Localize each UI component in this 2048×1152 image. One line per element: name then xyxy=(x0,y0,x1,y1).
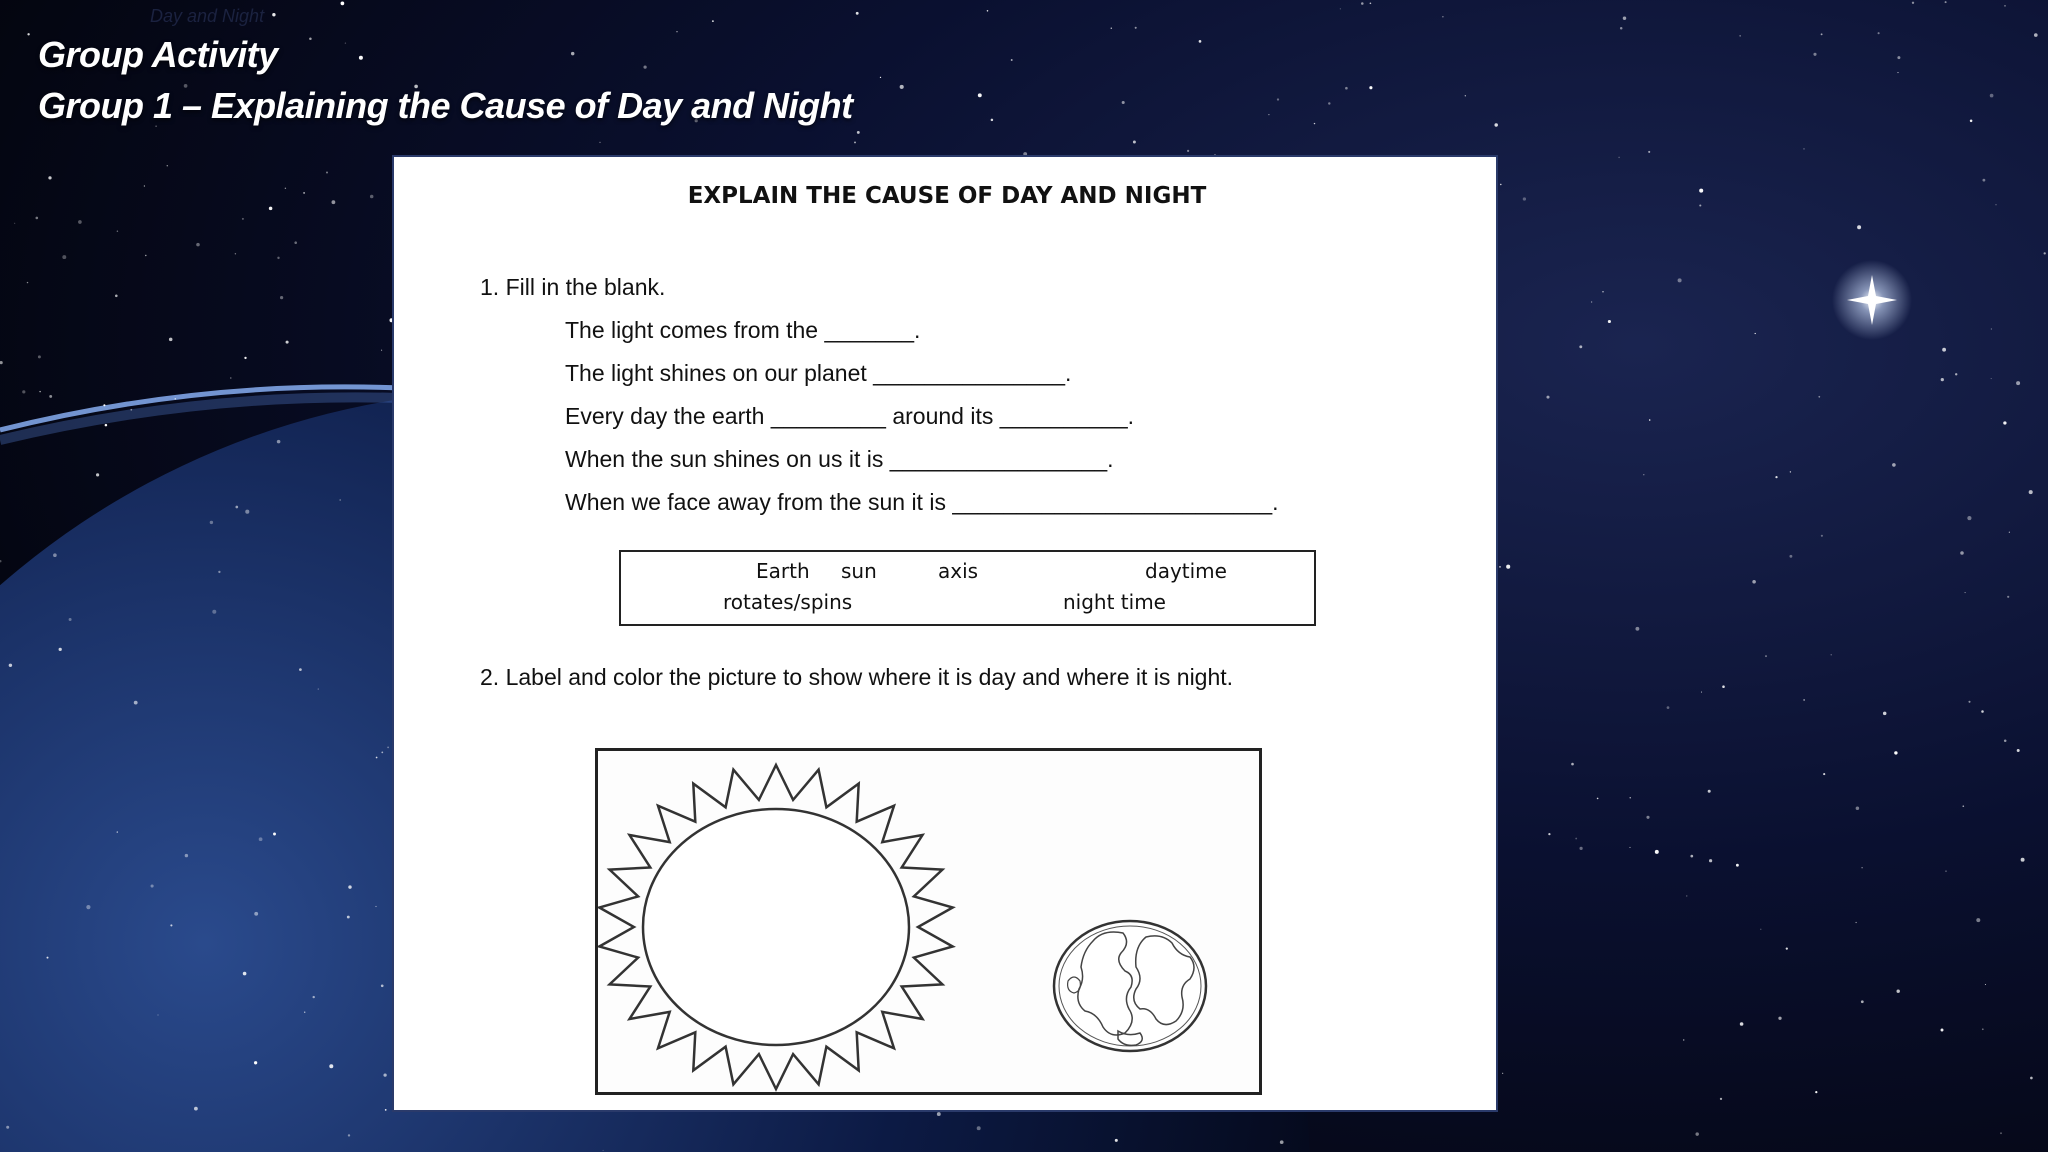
question-2: 2. Label and color the picture to show where it is day and where it is night. xyxy=(480,664,1234,690)
star xyxy=(2004,740,2007,743)
star xyxy=(269,207,273,211)
star xyxy=(1655,850,1659,854)
star xyxy=(27,33,29,35)
star xyxy=(1990,94,1994,98)
star xyxy=(978,93,982,97)
star xyxy=(294,241,297,244)
star xyxy=(1855,922,1856,923)
star xyxy=(854,141,856,143)
star xyxy=(157,1014,158,1015)
star xyxy=(1695,1132,1698,1135)
star xyxy=(1523,197,1526,200)
star xyxy=(1765,655,1767,657)
star xyxy=(1369,86,1372,89)
star xyxy=(1597,798,1599,800)
word-bank-item: night time xyxy=(1063,590,1166,614)
star xyxy=(1115,1139,1118,1142)
star xyxy=(1962,805,1964,807)
word-bank-item: Earth xyxy=(756,559,810,583)
star xyxy=(1821,535,1823,537)
star xyxy=(1857,225,1861,229)
star xyxy=(381,752,383,754)
star xyxy=(27,282,28,283)
star xyxy=(2016,381,2020,385)
star xyxy=(381,350,382,351)
star xyxy=(977,1126,981,1130)
slide-subtitle: Group 1 – Explaining the Cause of Day and Night xyxy=(38,85,853,126)
star xyxy=(1941,1029,1944,1032)
star xyxy=(1370,2,1372,4)
star xyxy=(987,10,989,12)
star xyxy=(1111,27,1112,28)
star xyxy=(1991,378,1992,379)
star xyxy=(1815,1091,1817,1093)
word-bank-item: daytime xyxy=(1145,559,1227,583)
earth-globe-icon xyxy=(1054,921,1206,1051)
star xyxy=(1268,114,1269,115)
star xyxy=(22,390,25,393)
sun-drawing-icon xyxy=(599,765,952,1089)
star xyxy=(359,56,363,60)
star xyxy=(130,409,132,411)
word-bank-item: sun xyxy=(841,559,877,583)
star xyxy=(1892,463,1896,467)
star xyxy=(1442,16,1443,17)
star xyxy=(1618,157,1620,159)
star xyxy=(1813,53,1816,56)
star xyxy=(1821,33,1823,35)
star xyxy=(273,833,276,836)
star xyxy=(857,131,860,134)
star xyxy=(1803,148,1804,149)
star xyxy=(1506,565,1510,569)
star xyxy=(2003,421,2006,424)
star xyxy=(1790,471,1791,472)
star xyxy=(69,618,72,621)
star xyxy=(1861,1000,1864,1003)
star xyxy=(1823,773,1825,775)
star xyxy=(1736,864,1739,867)
star xyxy=(1955,373,1957,375)
star xyxy=(105,424,108,427)
star xyxy=(144,185,145,186)
star xyxy=(230,377,231,378)
star xyxy=(196,243,200,247)
star xyxy=(1571,763,1574,766)
star xyxy=(151,884,154,887)
star xyxy=(134,701,138,705)
star xyxy=(313,996,315,998)
star xyxy=(1831,654,1832,655)
star xyxy=(1701,692,1702,693)
star xyxy=(1775,476,1777,478)
star xyxy=(285,188,286,189)
star xyxy=(1786,947,1788,949)
star xyxy=(39,391,40,392)
star xyxy=(1967,516,1971,520)
fill-blank-sentence: When the sun shines on us it is _________________. xyxy=(565,446,1114,472)
star xyxy=(1648,151,1650,153)
star xyxy=(1608,320,1611,323)
star xyxy=(385,1109,387,1111)
star xyxy=(2044,252,2046,254)
fill-blank-sentence: The light comes from the _______. xyxy=(565,317,921,343)
star xyxy=(175,398,176,399)
star xyxy=(383,1073,386,1076)
star xyxy=(856,12,859,15)
star xyxy=(1945,870,1946,871)
star xyxy=(1548,833,1550,835)
star xyxy=(59,648,62,651)
star xyxy=(1361,2,1364,5)
star xyxy=(603,1150,604,1151)
star xyxy=(2004,5,2005,6)
star xyxy=(9,664,12,667)
star xyxy=(254,912,258,916)
star xyxy=(381,984,384,987)
star xyxy=(2034,33,2038,37)
star xyxy=(299,668,302,671)
star xyxy=(1861,867,1862,868)
star xyxy=(1894,751,1897,754)
star xyxy=(1708,790,1711,793)
star xyxy=(1328,102,1330,104)
star xyxy=(1740,1022,1744,1026)
star xyxy=(1968,701,1970,703)
star xyxy=(1602,291,1603,292)
slide-title: Group Activity xyxy=(38,34,278,75)
star xyxy=(36,217,39,220)
star xyxy=(1699,189,1703,193)
star xyxy=(103,404,105,406)
star xyxy=(169,338,173,342)
star xyxy=(117,831,118,832)
star xyxy=(254,1061,257,1064)
word-bank-item: rotates/spins xyxy=(723,590,853,614)
star xyxy=(1575,838,1577,840)
star xyxy=(1945,1,1947,3)
star xyxy=(1620,27,1623,30)
star xyxy=(643,65,646,68)
ghost-header-text: Day and Night xyxy=(150,6,265,26)
star xyxy=(341,2,345,6)
star xyxy=(1965,592,1966,593)
fill-blank-sentence: Every day the earth _________ around its __________. xyxy=(565,403,1135,429)
star xyxy=(309,38,312,41)
star xyxy=(1982,1028,1984,1030)
star xyxy=(2017,749,2020,752)
star xyxy=(1942,348,1946,352)
star xyxy=(243,972,247,976)
star xyxy=(1752,580,1756,584)
star xyxy=(1579,847,1582,850)
star xyxy=(2000,1132,2002,1134)
star xyxy=(1502,1073,1503,1074)
star xyxy=(1314,123,1315,124)
star xyxy=(1280,1140,1284,1144)
star xyxy=(145,255,146,256)
star xyxy=(1941,378,1944,381)
star xyxy=(571,52,574,55)
worksheet-heading: EXPLAIN THE CAUSE OF DAY AND NIGHT xyxy=(687,183,1207,209)
star xyxy=(1277,98,1279,100)
star xyxy=(1982,179,1985,182)
star xyxy=(1778,1017,1781,1020)
star xyxy=(1678,278,1682,282)
star xyxy=(170,924,172,926)
star xyxy=(1789,555,1792,558)
star xyxy=(218,571,220,573)
star xyxy=(345,42,346,43)
star xyxy=(194,1107,198,1111)
star xyxy=(880,77,881,78)
star xyxy=(375,906,376,907)
star xyxy=(1699,204,1701,206)
star xyxy=(280,296,283,299)
star xyxy=(1690,855,1693,858)
star xyxy=(1686,895,1687,896)
star xyxy=(1878,32,1880,34)
star xyxy=(900,85,904,89)
star xyxy=(244,357,246,359)
star xyxy=(1630,797,1631,798)
star xyxy=(1709,859,1712,862)
star xyxy=(376,757,378,759)
star xyxy=(1683,1039,1684,1040)
star xyxy=(332,200,336,204)
star xyxy=(1500,184,1501,185)
star xyxy=(14,223,15,224)
star xyxy=(47,957,49,959)
star xyxy=(86,905,90,909)
star xyxy=(1643,474,1644,475)
star xyxy=(1133,141,1136,144)
star xyxy=(1187,150,1189,152)
star xyxy=(1011,59,1013,61)
star xyxy=(937,1112,941,1116)
star xyxy=(2029,490,2033,494)
star xyxy=(370,195,374,199)
star xyxy=(1345,87,1348,90)
star xyxy=(2009,532,2010,533)
star xyxy=(1803,699,1804,700)
star xyxy=(235,253,236,254)
star xyxy=(991,119,994,122)
fill-blank-sentence: When we face away from the sun it is _________________________. xyxy=(565,489,1279,515)
star xyxy=(272,13,275,16)
star xyxy=(1985,984,1986,985)
star xyxy=(1856,806,1860,810)
star xyxy=(1494,123,1497,126)
star xyxy=(1635,627,1639,631)
coloring-picture xyxy=(595,748,1262,1095)
star xyxy=(1135,27,1137,29)
star xyxy=(1897,72,1898,73)
star xyxy=(1912,2,1914,4)
star xyxy=(1760,929,1761,930)
star xyxy=(1465,95,1466,96)
star xyxy=(1199,40,1202,43)
star xyxy=(1667,706,1670,709)
star xyxy=(49,395,52,398)
word-bank xyxy=(619,550,1316,626)
star xyxy=(1897,990,1900,993)
star xyxy=(1591,301,1592,302)
star xyxy=(1546,396,1549,399)
star xyxy=(245,510,249,514)
star xyxy=(347,916,350,919)
star xyxy=(210,521,213,524)
word-bank-item: axis xyxy=(938,559,979,583)
star xyxy=(1755,333,1756,334)
star xyxy=(1897,56,1900,59)
star xyxy=(53,553,57,557)
star xyxy=(2007,596,2009,598)
star xyxy=(1960,551,1964,555)
star xyxy=(235,506,238,509)
star xyxy=(62,255,66,259)
star xyxy=(304,1012,305,1013)
star xyxy=(676,31,677,32)
star xyxy=(78,220,82,224)
star xyxy=(48,176,51,179)
star xyxy=(212,610,216,614)
star xyxy=(1629,847,1630,848)
star xyxy=(1623,17,1626,20)
star xyxy=(348,1134,350,1136)
star xyxy=(348,885,351,888)
star xyxy=(599,142,600,143)
star xyxy=(1995,204,1996,205)
star xyxy=(117,230,118,231)
star xyxy=(1579,345,1582,348)
star xyxy=(2030,1077,2033,1080)
star xyxy=(185,854,188,857)
star xyxy=(1722,685,1725,688)
star xyxy=(242,218,244,220)
star xyxy=(1883,712,1887,716)
star xyxy=(1991,328,1992,329)
star xyxy=(277,257,279,259)
star xyxy=(326,171,328,173)
star xyxy=(339,499,341,501)
star xyxy=(1720,1098,1722,1100)
star xyxy=(1740,35,1741,36)
star xyxy=(1976,918,1980,922)
star xyxy=(387,746,389,748)
star xyxy=(1340,8,1341,9)
star xyxy=(1646,816,1649,819)
star xyxy=(96,473,99,476)
star xyxy=(115,295,118,298)
star xyxy=(6,1126,9,1129)
star xyxy=(1122,101,1125,104)
star xyxy=(303,192,305,194)
star xyxy=(286,341,289,344)
star xyxy=(1499,566,1501,568)
star xyxy=(1981,710,1984,713)
star xyxy=(259,837,263,841)
worksheet-image xyxy=(392,155,1498,1112)
star xyxy=(277,440,281,444)
star xyxy=(38,355,41,358)
star xyxy=(318,688,319,689)
question-1: 1. Fill in the blank. xyxy=(480,274,666,300)
star xyxy=(1818,396,1820,398)
star xyxy=(1649,419,1651,421)
star xyxy=(329,1064,333,1068)
star xyxy=(167,165,168,166)
star xyxy=(712,20,714,22)
star xyxy=(1970,120,1973,123)
star xyxy=(2021,858,2025,862)
fill-blank-sentence: The light shines on our planet _______________. xyxy=(565,360,1072,386)
